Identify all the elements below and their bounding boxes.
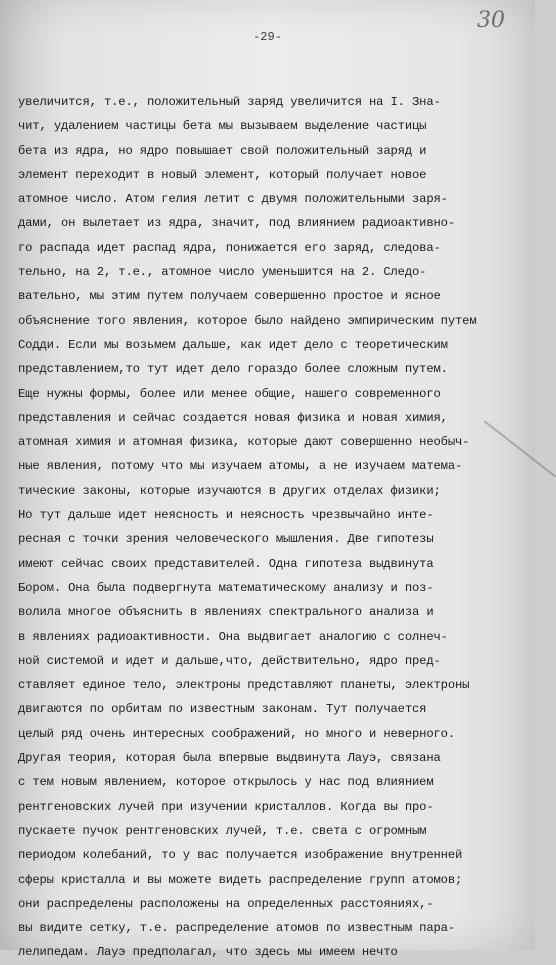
body-text (18, 90, 523, 965)
handwritten-page-number: 30 (477, 8, 505, 33)
text-line: ной системой и идет и дальше,что, действительно, ядро пред- (18, 653, 441, 668)
text-line: лелипедам. Лауэ предполагал, что здесь мы имеем нечто (18, 945, 398, 960)
text-line: Содди. Если мы возьмем дальше, как идет дело с теоретическим (18, 337, 448, 352)
text-line: периодом колебаний, то у вас получается изображение внутренней (18, 848, 463, 863)
text-line: ресная с точки зрения человеческого мышления. Две гипотезы (18, 532, 434, 547)
text-line: вательно, мы этим путем получаем совершенно простое и ясное (18, 289, 441, 304)
text-line: представлением,то тут идет дело гораздо более сложным путем. (18, 362, 448, 377)
text-line: Бором. Она была подвергнута математическому анализу и поз- (18, 580, 434, 595)
text-line: элемент переходит в новый элемент, который получает новое (18, 167, 427, 182)
text-line: с тем новым явлением, которое открылось у нас под влиянием (18, 775, 434, 790)
text-line: тические законы, которые изучаются в других отделах физики; (18, 483, 441, 498)
text-line: атомная химия и атомная физика, которые дают совершенно необыч- (18, 435, 470, 450)
text-line: чит, удалением частицы бета мы вызываем выделение частицы (18, 119, 427, 134)
text-line: волила многое объяснить в явлениях спектрального анализа и (18, 605, 434, 620)
text-line: ные явления, потому что мы изучаем атомы, а не изучаем матема- (18, 459, 463, 474)
text-line: в явлениях радиоактивности. Она выдвигает аналогию с солнеч- (18, 629, 448, 644)
text-line: увеличится, т.е., положительный заряд увеличится на I. Зна- (18, 95, 441, 109)
text-line: дами, он вылетает из ядра, значит, под влиянием радиоактивно- (18, 216, 455, 231)
text-line: объяснение того явления, которое было найдено эмпирическим путем (18, 313, 477, 328)
text-line: двигаются по орбитам по известным законам. Тут получается (18, 702, 427, 717)
text-line: Но тут дальше идет неясность и неясность чрезвычайно инте- (18, 508, 434, 523)
page-number: -29- (253, 30, 282, 44)
text-line: пускаете пучок рентгеновских лучей, т.е. света с огромным (18, 823, 427, 838)
text-line: ставляет единое тело, электроны представляют планеты, электроны (18, 678, 470, 693)
text-line: рентгеновских лучей при изучении кристаллов. Когда вы про- (18, 799, 434, 814)
text-line: имеют сейчас своих представителей. Одна гипотеза выдвинута (18, 556, 434, 571)
text-line: вы видите сетку, т.е. распределение атомов по известным пара- (18, 921, 455, 936)
text-line: представления и сейчас создается новая физика и новая химия, (18, 410, 448, 425)
text-line: бета из ядра, но ядро повышает свой положительный заряд и (18, 143, 427, 158)
text-line: целый ряд очень интересных соображений, но много и неверного. (18, 726, 455, 741)
text-line: атомное число. Атом гелия летит с двумя положительными заря- (18, 192, 448, 207)
text-line: Другая теория, которая была впервые выдвинута Лауэ, связана (18, 751, 441, 766)
text-line: тельно, на 2, т.е., атомное число уменьшится на 2. Следо- (18, 265, 427, 280)
text-line: Еще нужны формы, более или менее общие, нашего современного (18, 386, 441, 401)
text-line: го распада идет распад ядра, понижается его заряд, следова- (18, 240, 441, 255)
text-line: сферы кристалла и вы можете видеть распределение групп атомов; (18, 872, 463, 887)
text-line: они распределены расположены на определенных расстояниях,- (18, 896, 434, 911)
